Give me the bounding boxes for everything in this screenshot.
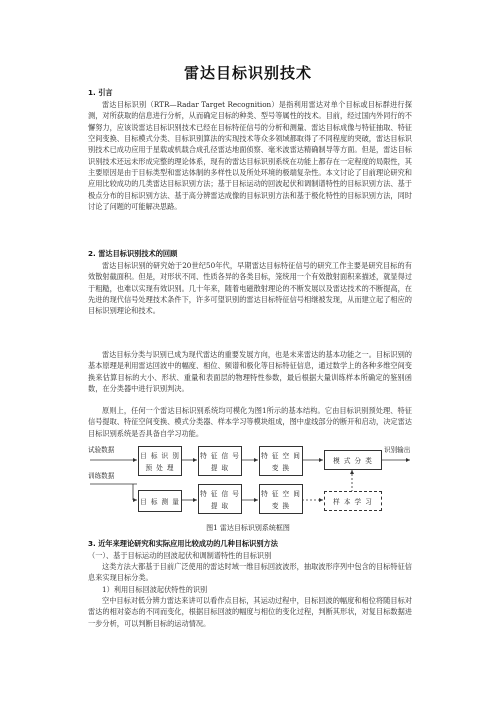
box-space-transform-line2: 变 换 bbox=[271, 464, 291, 472]
box-space-transform-2-line1: 特 征 空 间 bbox=[261, 490, 301, 498]
box-feature-extract-line2: 提 取 bbox=[210, 464, 230, 472]
label-train-data: 训练数据 bbox=[88, 472, 115, 480]
box-space-transform bbox=[259, 446, 303, 476]
section-2-paragraph-2: 雷达目标分类与识别已成为现代雷达的重要发展方向，也是未来雷达的基本功能之一。目标识别的基本原理是利用雷达回波中的幅度、相位、频谱和极化等目标特征信息，通过数学上的各种多维空间变换来估算目标的大小、形状、重量和表面层的物理特性参数，最后根据大量训练样本所确定的鉴别函数，在分类器中进行识别判决。 bbox=[88, 350, 412, 394]
section-3-subheading-1: （一）、基于目标运动的回波起伏和调制谱特性的目标识别 bbox=[88, 551, 272, 560]
block-diagram bbox=[88, 444, 412, 516]
box-classifier: 模 式 分 类 bbox=[324, 450, 382, 470]
label-test-data: 试验数据 bbox=[88, 446, 115, 454]
box-preprocess-line2: 预 处 理 bbox=[145, 464, 175, 472]
page-title: 雷达目标识别技术 bbox=[183, 64, 312, 82]
section-3-heading: 3. 近年来理论研究和实际应用比较成功的几种目标识别方法 bbox=[88, 539, 278, 548]
box-feature-extract bbox=[198, 446, 242, 476]
section-1-heading: 1. 引言 bbox=[88, 88, 113, 97]
box-preprocess-line1: 目 标 识 别 bbox=[140, 452, 180, 460]
box-space-transform-2 bbox=[259, 484, 303, 514]
box-space-transform-line1: 特 征 空 间 bbox=[261, 452, 301, 460]
box-feature-extract-2 bbox=[198, 484, 242, 514]
section-2-paragraph-3: 原则上，任何一个雷达目标识别系统均可模化为图1所示的基本结构。它由目标识别预处理、特征信号提取、特征空间变换、模式分类器、样本学习等模块组成，图中虚线部分的断开和启动，决定雷达目标识别系统是否具备自学习功能。 bbox=[88, 406, 412, 438]
box-target-measure: 目 标 测 量 bbox=[138, 490, 182, 512]
box-feature-extract-2-line1: 特 征 信 号 bbox=[200, 490, 240, 498]
section-2-paragraph-1: 雷达目标识别的研究始于20世纪50年代，早期雷达目标特征信号的研究工作主要是研究目标的有效散射截面积。但是，对形状不同、性质各异的各类目标，笼统用一个有效散射面积来描述，就显得过于粗糙，也难以实现有效识别。几十年来，随着电磁散射理论的不断发展以及雷达技术的不断提高，在先进的现代信号处理技术条件下，许多可望识别的雷达目标特征信号相继被发现，从而建立起了相应的目标识别理论和技术。 bbox=[88, 261, 412, 316]
box-space-transform-2-line2: 变 换 bbox=[271, 502, 291, 510]
section-3-subheading-2: 1）利用目标回波起伏特性的识别 bbox=[102, 585, 208, 594]
label-recognition-output: 识别输出 bbox=[384, 446, 411, 454]
section-1-paragraph: 雷达目标识别（RTR—Radar Target Recognition）是指利用雷达对单个目标或目标群进行探测，对所获取的信息进行分析，从而确定目标的种类、型号等属性的技术。目前，经过国内外同行的不懈努力，应该说雷达目标识别技术已经在目标特征信号的分析和测量、雷达目标成像与特征抽取、特征空间变换、目标模式分类、目标识别算法的实现技术等众多领域都取得了不同程度的突破，雷达目标识别技术已成功应用于星载或机载合成孔径雷达地面侦察、毫米波雷达精确制导等方面。但是，雷达目标识别技术还远未形成完整的理论体系，现有的雷达目标识别系统在功能上都存在一定程度的局限性，其主要原因是由于目标类型和雷达体制的多样性以及所处环境的极端复杂性。本文讨论了目前理论研究和应用比较成功的几类雷达目标识别方法；基于目标运动的回波起伏和调制谱特性的目标识别方法、基于极点分布的目标识别方法、基于高分辨雷达成像的目标识别方法和基于极化特性的目标识别方法，同时讨论了问题的可能解决思路。 bbox=[88, 100, 412, 212]
section-2-heading: 2. 雷达目标识别技术的回顾 bbox=[88, 249, 178, 258]
box-sample-learning: 样 本 学 习 bbox=[324, 491, 382, 511]
section-3-paragraph-1: 这类方法大都基于目前广泛使用的雷达时域一维目标回波波形，抽取波形序列中包含的目标特征信息来实现目标分类。 bbox=[88, 562, 412, 583]
box-feature-extract-2-line2: 提 取 bbox=[210, 502, 230, 510]
box-preprocess bbox=[138, 446, 182, 476]
box-feature-extract-line1: 特 征 信 号 bbox=[200, 452, 240, 460]
section-3-paragraph-2: 空中目标对低分辨力雷达来讲可以看作点目标，其运动过程中，目标回波的幅度和相位将随目标对雷达的相对姿态的不同而变化，根据目标回波的幅度与相位的变化过程，判断其形状，对复目标数据进一步分析，可以判断目标的运动情况。 bbox=[88, 596, 412, 628]
figure-caption: 图1 雷达目标识别系统框图 bbox=[206, 524, 290, 532]
